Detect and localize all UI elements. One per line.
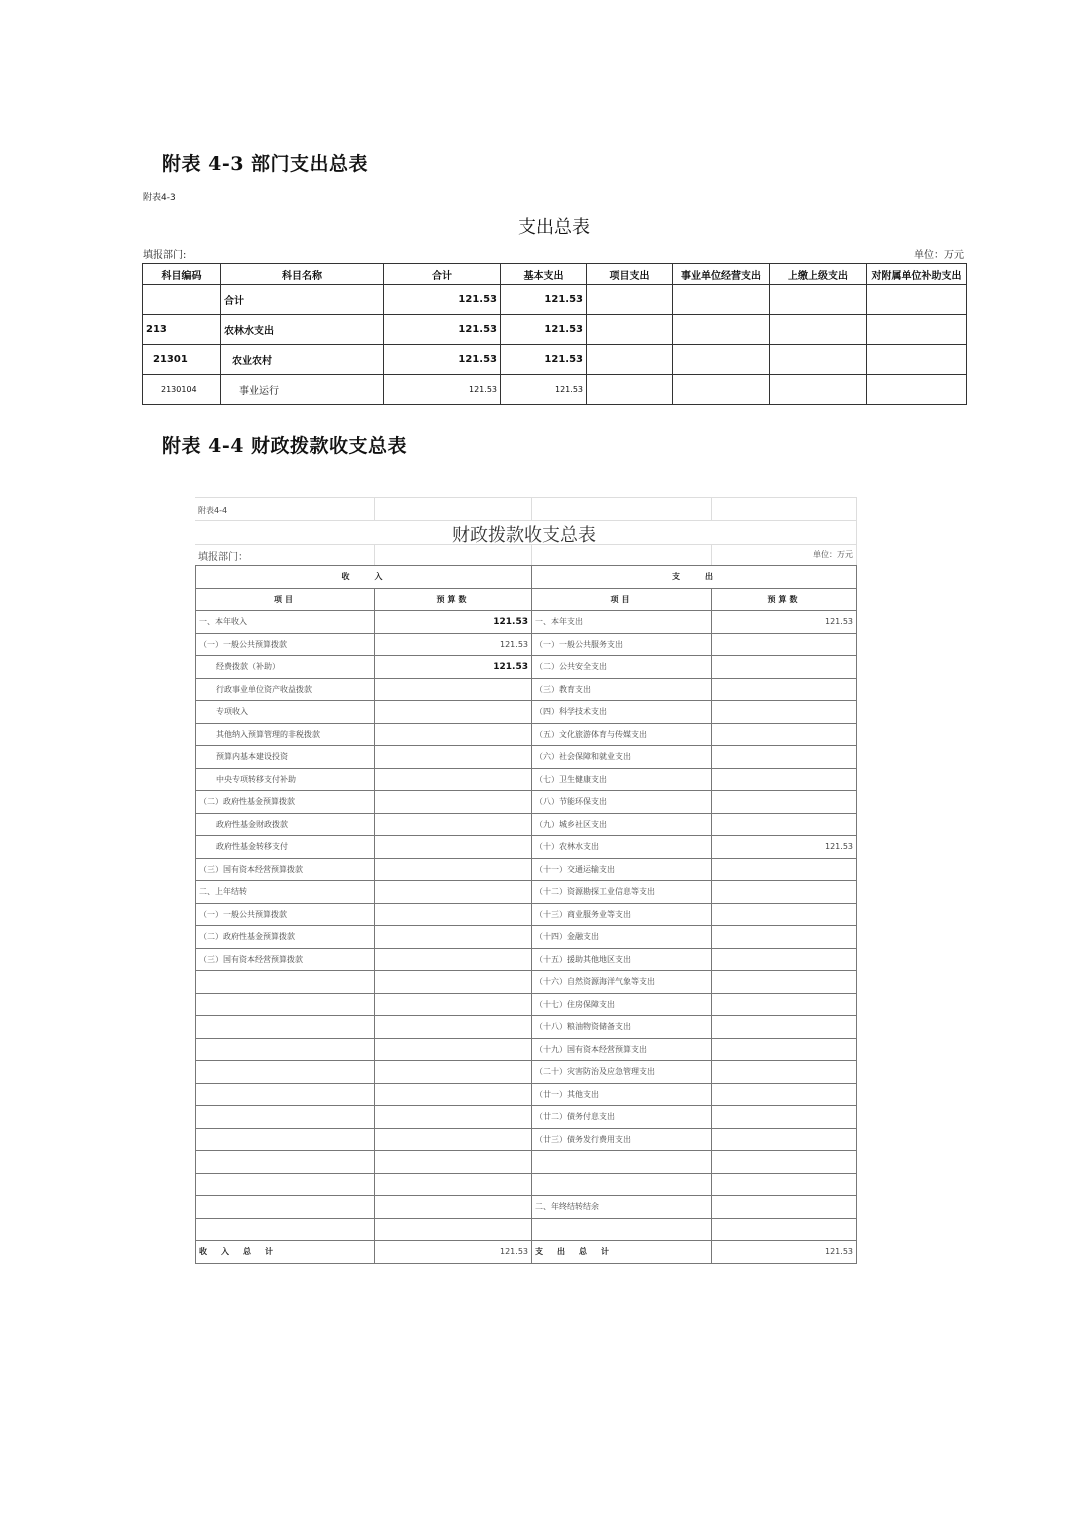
table-row: [196, 768, 857, 791]
table-row: [196, 1218, 857, 1241]
expense-value: [712, 633, 857, 656]
cell-basic: 121.53: [501, 375, 587, 405]
expense-value: [712, 1218, 857, 1241]
expense-item: （九）城乡社区支出: [532, 813, 712, 836]
income-item: 二、上年结转: [196, 881, 375, 904]
table-row: [196, 881, 857, 904]
dept-label-4-3: 填报部门:: [143, 250, 187, 261]
table-row: [196, 723, 857, 746]
cell-total: 121.53: [384, 375, 501, 405]
income-item: 政府性基金转移支付: [196, 836, 375, 859]
income-value: [375, 678, 532, 701]
table-row: [196, 971, 857, 994]
expense-value: [712, 656, 857, 679]
fiscal-allocation-table: [195, 565, 857, 1264]
table-row: [196, 791, 857, 814]
expense-value: [712, 1061, 857, 1084]
heading-4-4: 附表 4-4 财政拨款收支总表: [162, 435, 408, 457]
expense-value: [712, 881, 857, 904]
income-value: [375, 1128, 532, 1151]
cell-code: [143, 285, 221, 315]
income-value: [375, 1038, 532, 1061]
expense-value: [712, 903, 857, 926]
table-row: [143, 285, 967, 315]
income-value: [375, 948, 532, 971]
income-item: [196, 1218, 375, 1241]
income-item: [196, 1196, 375, 1219]
col-header: 科目编码: [143, 264, 221, 285]
income-value: [375, 858, 532, 881]
income-item: 经费拨款（补助）: [196, 656, 375, 679]
income-item: （一）一般公共预算拨款: [196, 633, 375, 656]
col-header: 科目名称: [221, 264, 384, 285]
expense-item: （三）教育支出: [532, 678, 712, 701]
cell-total: 121.53: [384, 285, 501, 315]
table-row: [196, 858, 857, 881]
income-item: [196, 1173, 375, 1196]
income-item: 其他纳入预算管理的非税拨款: [196, 723, 375, 746]
table-row: [196, 1061, 857, 1084]
expense-value: [712, 1083, 857, 1106]
income-header: 收 入: [196, 566, 532, 589]
expense-value: [712, 746, 857, 769]
income-value: [375, 1016, 532, 1039]
cell-basic: 121.53: [501, 315, 587, 345]
income-value: [375, 1061, 532, 1084]
income-item: 专项收入: [196, 701, 375, 724]
table-row: [196, 1083, 857, 1106]
expense-item: [532, 1218, 712, 1241]
total-expense-label: 支 出 总 计: [532, 1241, 712, 1264]
expense-item: （八）节能环保支出: [532, 791, 712, 814]
table-row: [196, 633, 857, 656]
expense-value: [712, 678, 857, 701]
expense-item: （十七）住房保障支出: [532, 993, 712, 1016]
table-row: [196, 656, 857, 679]
cell-code: 2130104: [143, 375, 221, 405]
income-item: 一、本年收入: [196, 611, 375, 634]
expense-value: [712, 948, 857, 971]
table-row: [196, 746, 857, 769]
income-value: [375, 1218, 532, 1241]
col-budget-expense: 预算数: [712, 588, 857, 611]
expense-value: 121.53: [712, 611, 857, 634]
income-value: [375, 881, 532, 904]
cell-name: 农业农村: [221, 345, 384, 375]
cell-name: 农林水支出: [221, 315, 384, 345]
income-value: [375, 791, 532, 814]
expense-value: [712, 768, 857, 791]
expense-item: （十三）商业服务业等支出: [532, 903, 712, 926]
expense-item: （十九）国有资本经营预算支出: [532, 1038, 712, 1061]
income-item: （一）一般公共预算拨款: [196, 903, 375, 926]
table-row: [196, 1173, 857, 1196]
heading-4-3: 附表 4-3 部门支出总表: [162, 153, 369, 175]
expense-item: （五）文化旅游体育与传媒支出: [532, 723, 712, 746]
expense-item: （六）社会保障和就业支出: [532, 746, 712, 769]
income-item: [196, 1106, 375, 1129]
expense-value: [712, 971, 857, 994]
expense-item: [532, 1151, 712, 1174]
table-subheader-row: [196, 588, 857, 611]
income-value: [375, 768, 532, 791]
income-item: 行政事业单位资产收益拨款: [196, 678, 375, 701]
expense-item: （二十）灾害防治及应急管理支出: [532, 1061, 712, 1084]
total-expense-value: 121.53: [712, 1241, 857, 1264]
table-row: [196, 611, 857, 634]
table-tag-4-4: 附表4-4: [198, 506, 228, 515]
expense-value: [712, 701, 857, 724]
expense-item: （十六）自然资源海洋气象等支出: [532, 971, 712, 994]
expense-item: （十四）金融支出: [532, 926, 712, 949]
table-header-row: [196, 566, 857, 589]
income-value: [375, 1196, 532, 1219]
total-income-label: 收 入 总 计: [196, 1241, 375, 1264]
gridline: [531, 497, 532, 520]
income-item: [196, 971, 375, 994]
income-value: [375, 813, 532, 836]
income-item: （三）国有资本经营预算拨款: [196, 858, 375, 881]
income-value: [375, 1083, 532, 1106]
gridline: [374, 497, 375, 520]
expense-value: [712, 858, 857, 881]
col-budget-income: 预算数: [375, 588, 532, 611]
table-row: [196, 926, 857, 949]
total-row: [196, 1241, 857, 1264]
gridline: [711, 544, 712, 565]
cell-total: 121.53: [384, 315, 501, 345]
gridline: [531, 544, 532, 565]
table-header-row: [143, 264, 967, 285]
expense-item: （廿二）债务付息支出: [532, 1106, 712, 1129]
income-value: 121.53: [375, 611, 532, 634]
table-tag-4-3: 附表4-3: [143, 193, 176, 203]
expense-value: [712, 993, 857, 1016]
expense-value: [712, 1106, 857, 1129]
income-item: [196, 1151, 375, 1174]
col-header: 事业单位经营支出: [673, 264, 770, 285]
income-item: （三）国有资本经营预算拨款: [196, 948, 375, 971]
cell-basic: 121.53: [501, 345, 587, 375]
col-item-expense: 项目: [532, 588, 712, 611]
income-value: [375, 836, 532, 859]
table-row: [196, 813, 857, 836]
table-title-4-4: 财政拨款收支总表: [452, 525, 596, 546]
gridline: [374, 544, 375, 565]
table-row: [196, 1196, 857, 1219]
expense-item: （十八）粮油物资储备支出: [532, 1016, 712, 1039]
unit-label-4-4: 单位：万元: [813, 550, 853, 559]
table-row: [196, 678, 857, 701]
col-header: 基本支出: [501, 264, 587, 285]
expense-value: [712, 791, 857, 814]
col-header: 对附属单位补助支出: [867, 264, 967, 285]
col-header: 合计: [384, 264, 501, 285]
col-header: 上缴上级支出: [770, 264, 867, 285]
expense-value: 121.53: [712, 836, 857, 859]
expense-value: [712, 1173, 857, 1196]
expense-item: 二、年终结转结余: [532, 1196, 712, 1219]
table-row: [143, 315, 967, 345]
income-value: [375, 746, 532, 769]
income-value: [375, 903, 532, 926]
table-row: [196, 1151, 857, 1174]
dept-label-4-4: 填报部门：: [198, 552, 248, 563]
expense-value: [712, 1016, 857, 1039]
expense-value: [712, 926, 857, 949]
table-row: [196, 948, 857, 971]
income-item: [196, 1083, 375, 1106]
income-value: [375, 993, 532, 1016]
expense-item: （四）科学技术支出: [532, 701, 712, 724]
table-row: [196, 1128, 857, 1151]
income-value: [375, 1106, 532, 1129]
gridline: [195, 497, 857, 498]
table-title-4-3: 支出总表: [518, 217, 590, 238]
cell-code: 213: [143, 315, 221, 345]
income-item: 预算内基本建设投资: [196, 746, 375, 769]
income-value: [375, 701, 532, 724]
table-row: [196, 701, 857, 724]
expense-item: （廿一）其他支出: [532, 1083, 712, 1106]
expense-value: [712, 1151, 857, 1174]
table-row: [196, 1106, 857, 1129]
expense-item: （一）一般公共服务支出: [532, 633, 712, 656]
col-item-income: 项目: [196, 588, 375, 611]
table-row: [196, 836, 857, 859]
income-value: [375, 971, 532, 994]
expense-value: [712, 813, 857, 836]
income-value: [375, 723, 532, 746]
table-row: [196, 903, 857, 926]
table-row: [143, 375, 967, 405]
table-row: [196, 1038, 857, 1061]
income-item: 政府性基金财政拨款: [196, 813, 375, 836]
expense-item: （十五）援助其他地区支出: [532, 948, 712, 971]
expense-header: 支 出: [532, 566, 857, 589]
income-value: [375, 1173, 532, 1196]
income-item: [196, 993, 375, 1016]
income-value: [375, 1151, 532, 1174]
table-row: [196, 993, 857, 1016]
income-item: 中央专项转移支付补助: [196, 768, 375, 791]
cell-name: 合计: [221, 285, 384, 315]
col-header: 项目支出: [587, 264, 673, 285]
gridline: [856, 497, 857, 565]
cell-total: 121.53: [384, 345, 501, 375]
income-value: 121.53: [375, 633, 532, 656]
income-value: [375, 926, 532, 949]
expense-item: （十二）资源勘探工业信息等支出: [532, 881, 712, 904]
expense-value: [712, 1196, 857, 1219]
expense-item: （十一）交通运输支出: [532, 858, 712, 881]
expense-item: 一、本年支出: [532, 611, 712, 634]
unit-label-4-3: 单位：万元: [914, 250, 964, 261]
expense-item: （十）农林水支出: [532, 836, 712, 859]
income-item: [196, 1061, 375, 1084]
expense-item: [532, 1173, 712, 1196]
expense-value: [712, 1128, 857, 1151]
expense-value: [712, 1038, 857, 1061]
income-item: [196, 1038, 375, 1061]
cell-basic: 121.53: [501, 285, 587, 315]
income-item: （二）政府性基金预算拨款: [196, 926, 375, 949]
cell-name: 事业运行: [221, 375, 384, 405]
income-value: 121.53: [375, 656, 532, 679]
table-row: [196, 1016, 857, 1039]
cell-code: 21301: [143, 345, 221, 375]
table-row: [143, 345, 967, 375]
expense-value: [712, 723, 857, 746]
income-item: （二）政府性基金预算拨款: [196, 791, 375, 814]
income-item: [196, 1016, 375, 1039]
gridline: [711, 497, 712, 520]
income-item: [196, 1128, 375, 1151]
expense-item: （二）公共安全支出: [532, 656, 712, 679]
expense-summary-table: [142, 263, 967, 405]
total-income-value: 121.53: [375, 1241, 532, 1264]
expense-item: （七）卫生健康支出: [532, 768, 712, 791]
expense-item: （廿三）债务发行费用支出: [532, 1128, 712, 1151]
